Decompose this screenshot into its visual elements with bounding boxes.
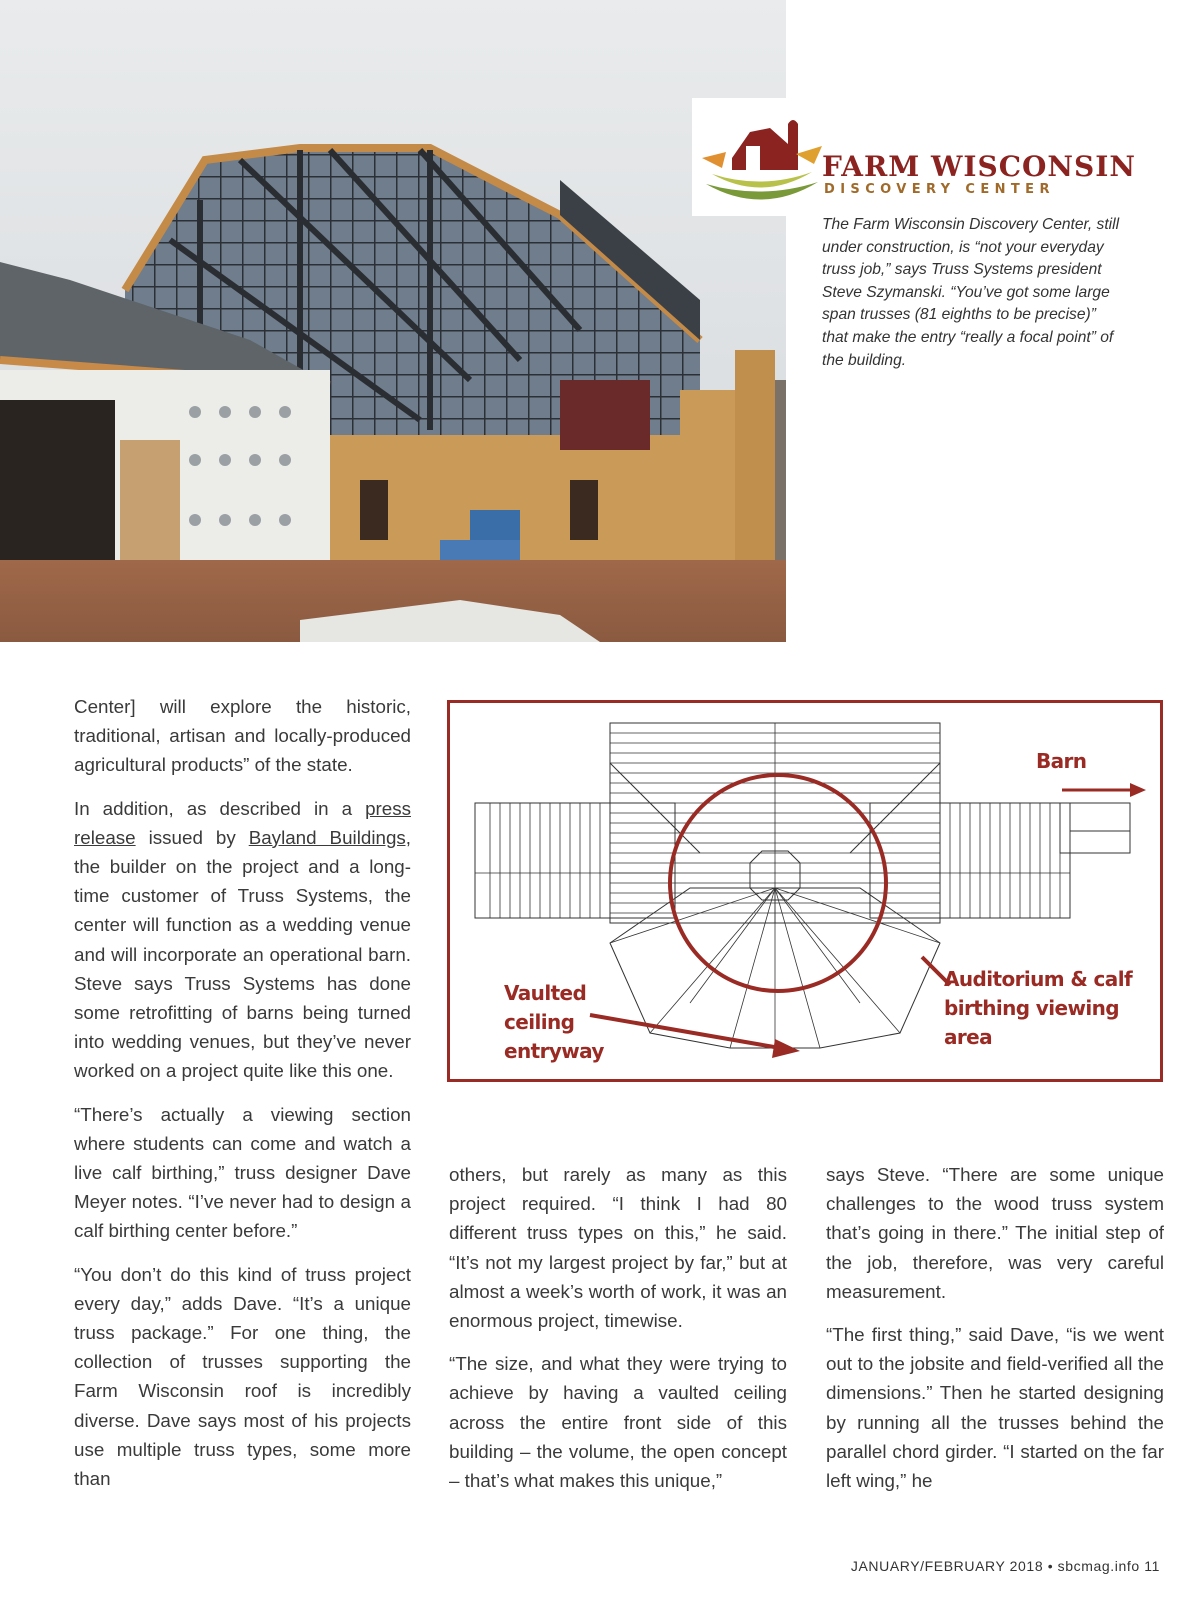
article-column-1 [74,692,411,1507]
logo-subtitle: DISCOVERY CENTER [824,182,1055,197]
paragraph: “The size, and what they were trying to achieve by having a vaulted ceiling across the entire front side of this building – the volume, the open concept – that’s what makes this unique,” [449,1353,787,1492]
paragraph: Center] will explore the historic, traditional, artisan and locally-produced agricultural products” of the state. [74,696,411,776]
label-line: area [944,1025,993,1049]
paragraph: others, but rarely as many as this project required. “I think I had 80 different truss types on this,” he said. “It’s not my largest project by far,” but at almost a week’s worth of work, it was an enormous project, timewise. [449,1164,787,1332]
text: In addition, as described in a [74,797,366,819]
label-line: ceiling [504,1010,575,1034]
label-auditorium [944,965,1132,1052]
label-vaulted-ceiling [504,979,604,1066]
paragraph [74,794,411,1086]
label-barn: Barn [1036,749,1087,773]
bayland-buildings-link[interactable]: Bayland Buildings, [248,826,411,848]
paragraph: says Steve. “There are some unique challenges to the wood truss system that’s going in there.” The initial step of the job, therefore, was very careful measurement. [826,1164,1164,1302]
press-release-link[interactable]: press release [74,797,411,848]
text: the builder on the project and a long-time customer of Truss Systems, the center will function as a wedding venue and will incorporate an operational barn. Steve says Truss Systems has done some retrofitting of barns being turned into wedding venues, but they’ve never worked on a project quite like this one. [74,856,411,1082]
label-line: Vaulted [504,981,587,1005]
article-column-2 [449,1160,787,1509]
label-line: entryway [504,1039,604,1063]
article-column-3 [826,1160,1164,1509]
photo-caption: The Farm Wisconsin Discovery Center, still under construction, is “not your everyday truss job,” says Truss Systems president Steve Szymanski. “You’ve got some large span trusses (81 eighths to be precise)” that make the entry “really a focal point” of the building. [822,216,1120,369]
truss-layout-diagram [447,700,1163,1082]
label-line: birthing viewing [944,996,1119,1020]
label-line: Auditorium & calf [944,967,1133,991]
logo-title: FARM WISCONSIN [822,150,1136,183]
page-footer: JANUARY/FEBRUARY 2018 • sbcmag.info 11 [850,1558,1160,1574]
paragraph: “There’s actually a viewing section where students can come and watch a live calf birthing,” truss designer Dave Meyer notes. “I’ve never had to design a calf birthing center before.” [74,1103,411,1242]
paragraph: “You don’t do this kind of truss project every day,” adds Dave. “It’s a unique truss package.” For one thing, the collection of trusses supporting the Farm Wisconsin roof is incredibly diverse. Dave says most of his projects use multiple truss types, some more than [74,1263,411,1490]
construction-photo [0,0,786,642]
paragraph: “The first thing,” said Dave, “is we went out to the jobsite and field-verified all the dimensions.” Then he started designing by running all the trusses behind the parallel chord girder. “I started on the far left wing,” he [826,1324,1164,1492]
farm-wisconsin-logo [692,98,1140,216]
text: issued by [135,826,249,848]
